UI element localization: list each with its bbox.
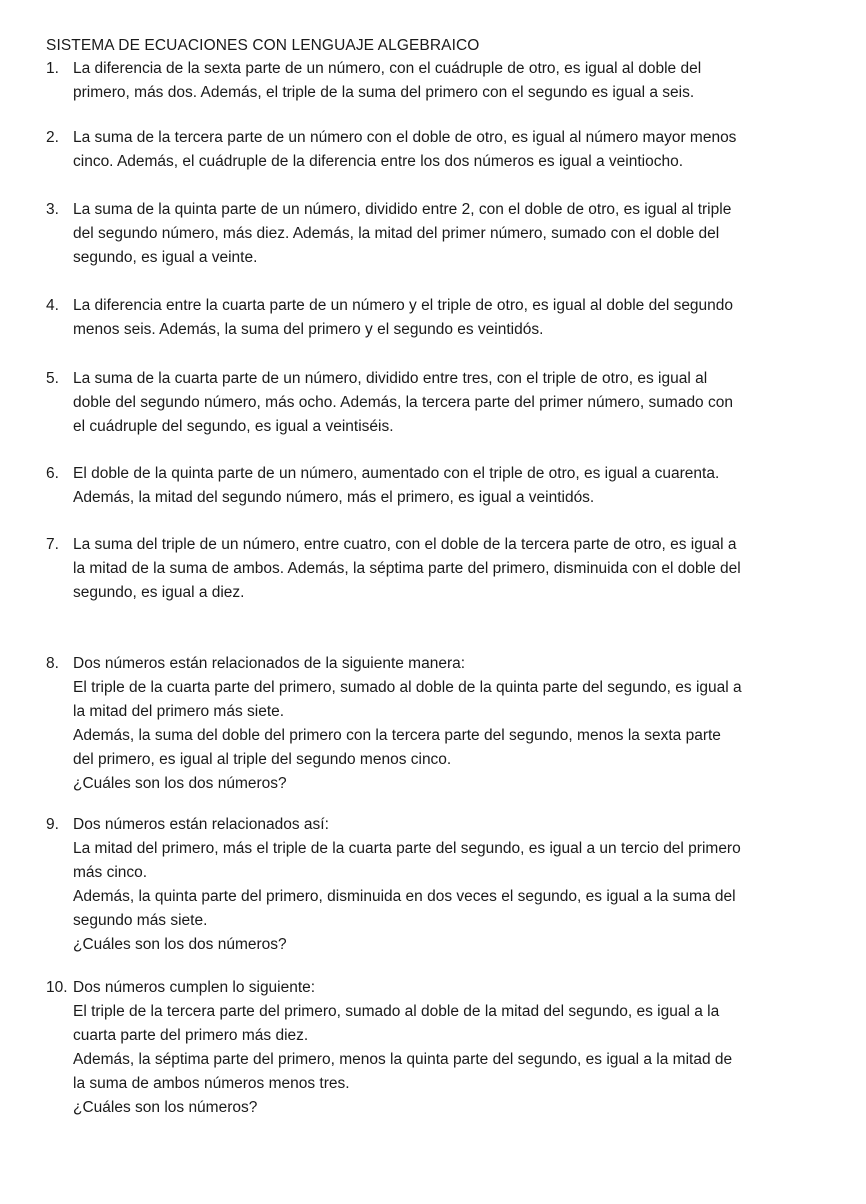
problem-line: El doble de la quinta parte de un número, aumentado con el triple de otro, es igual a cuarenta. (73, 465, 720, 482)
problem-question: ¿Cuáles son los dos números? (73, 936, 287, 953)
problem-number: 4. (46, 297, 59, 314)
problem-item-6 (46, 462, 836, 510)
problem-text (73, 126, 836, 174)
problem-number: 1. (46, 60, 59, 77)
problem-line: La suma de la quinta parte de un número, dividido entre 2, con el doble de otro, es igual al triple (73, 201, 732, 218)
problem-text (73, 462, 836, 510)
problem-item-4 (46, 294, 836, 342)
problem-number: 2. (46, 129, 59, 146)
problem-line: La mitad del primero, más el triple de la cuarta parte del segundo, es igual a un tercio del primero (73, 840, 741, 857)
problem-item-1 (46, 57, 836, 105)
problem-line: Además, la quinta parte del primero, disminuida en dos veces el segundo, es igual a la suma del (73, 888, 736, 905)
problem-line: segundo, es igual a diez. (73, 584, 245, 601)
problem-line: cinco. Además, el cuádruple de la diferencia entre los dos números es igual a veintiocho. (73, 153, 684, 170)
problem-line: más cinco. (73, 864, 148, 881)
problem-text (73, 198, 836, 270)
document-title: SISTEMA DE ECUACIONES CON LENGUAJE ALGEBRAICO (46, 37, 480, 54)
problem-number: 6. (46, 465, 59, 482)
problem-item-2 (46, 126, 836, 174)
problem-line: segundo, es igual a veinte. (73, 249, 258, 266)
problem-text (73, 57, 836, 105)
problem-item-8 (46, 652, 836, 796)
problem-line: La diferencia entre la cuarta parte de un número y el triple de otro, es igual al doble del segundo (73, 297, 734, 314)
problem-line: cuarta parte del primero más diez. (73, 1027, 309, 1044)
problem-number: 10. (46, 979, 68, 996)
problem-line: Además, la suma del doble del primero con la tercera parte del segundo, menos la sexta parte (73, 727, 721, 744)
problem-line: del primero, es igual al triple del segundo menos cinco. (73, 751, 452, 768)
problem-text (73, 533, 836, 605)
problem-line: menos seis. Además, la suma del primero y el segundo es veintidós. (73, 321, 544, 338)
problem-line: la mitad del primero más siete. (73, 703, 285, 720)
problem-line: doble del segundo número, más ocho. Además, la tercera parte del primer número, sumado con (73, 394, 733, 411)
problem-line: Dos números están relacionados de la siguiente manera: (73, 655, 466, 672)
problem-line: Dos números están relacionados así: (73, 816, 329, 833)
problem-text (73, 294, 836, 342)
problem-item-9 (46, 813, 836, 957)
problem-question: ¿Cuáles son los dos números? (73, 775, 287, 792)
problem-line: segundo más siete. (73, 912, 208, 929)
problem-item-10 (46, 976, 836, 1120)
problem-line: la mitad de la suma de ambos. Además, la séptima parte del primero, disminuida con el doble del (73, 560, 741, 577)
problem-number: 5. (46, 370, 59, 387)
problem-item-3 (46, 198, 836, 270)
problem-text (73, 367, 836, 439)
problem-text (73, 652, 836, 796)
problem-line: La diferencia de la sexta parte de un número, con el cuádruple de otro, es igual al doble del (73, 60, 702, 77)
problem-line: Además, la mitad del segundo número, más el primero, es igual a veintidós. (73, 489, 595, 506)
problem-text (73, 813, 836, 957)
problem-line: Dos números cumplen lo siguiente: (73, 979, 316, 996)
problem-item-5 (46, 367, 836, 439)
problem-line: el cuádruple del segundo, es igual a veintiséis. (73, 418, 394, 435)
problem-line: La suma de la cuarta parte de un número, dividido entre tres, con el triple de otro, es igual al (73, 370, 708, 387)
problem-line: primero, más dos. Además, el triple de la suma del primero con el segundo es igual a seis. (73, 84, 695, 101)
problem-line: del segundo número, más diez. Además, la mitad del primer número, sumado con el doble del (73, 225, 720, 242)
problem-question: ¿Cuáles son los números? (73, 1099, 258, 1116)
problem-line: El triple de la tercera parte del primero, sumado al doble de la mitad del segundo, es igual a la (73, 1003, 720, 1020)
problem-line: La suma de la tercera parte de un número con el doble de otro, es igual al número mayor menos (73, 129, 737, 146)
problem-text (73, 976, 836, 1120)
problem-line: Además, la séptima parte del primero, menos la quinta parte del segundo, es igual a la mitad de (73, 1051, 733, 1068)
problem-number: 7. (46, 536, 59, 553)
problem-number: 9. (46, 816, 59, 833)
problem-line: la suma de ambos números menos tres. (73, 1075, 350, 1092)
problem-line: El triple de la cuarta parte del primero, sumado al doble de la quinta parte del segundo, es igual a (73, 679, 742, 696)
problem-number: 8. (46, 655, 59, 672)
problem-item-7 (46, 533, 836, 605)
problem-number: 3. (46, 201, 59, 218)
problem-line: La suma del triple de un número, entre cuatro, con el doble de la tercera parte de otro, es igual a (73, 536, 737, 553)
